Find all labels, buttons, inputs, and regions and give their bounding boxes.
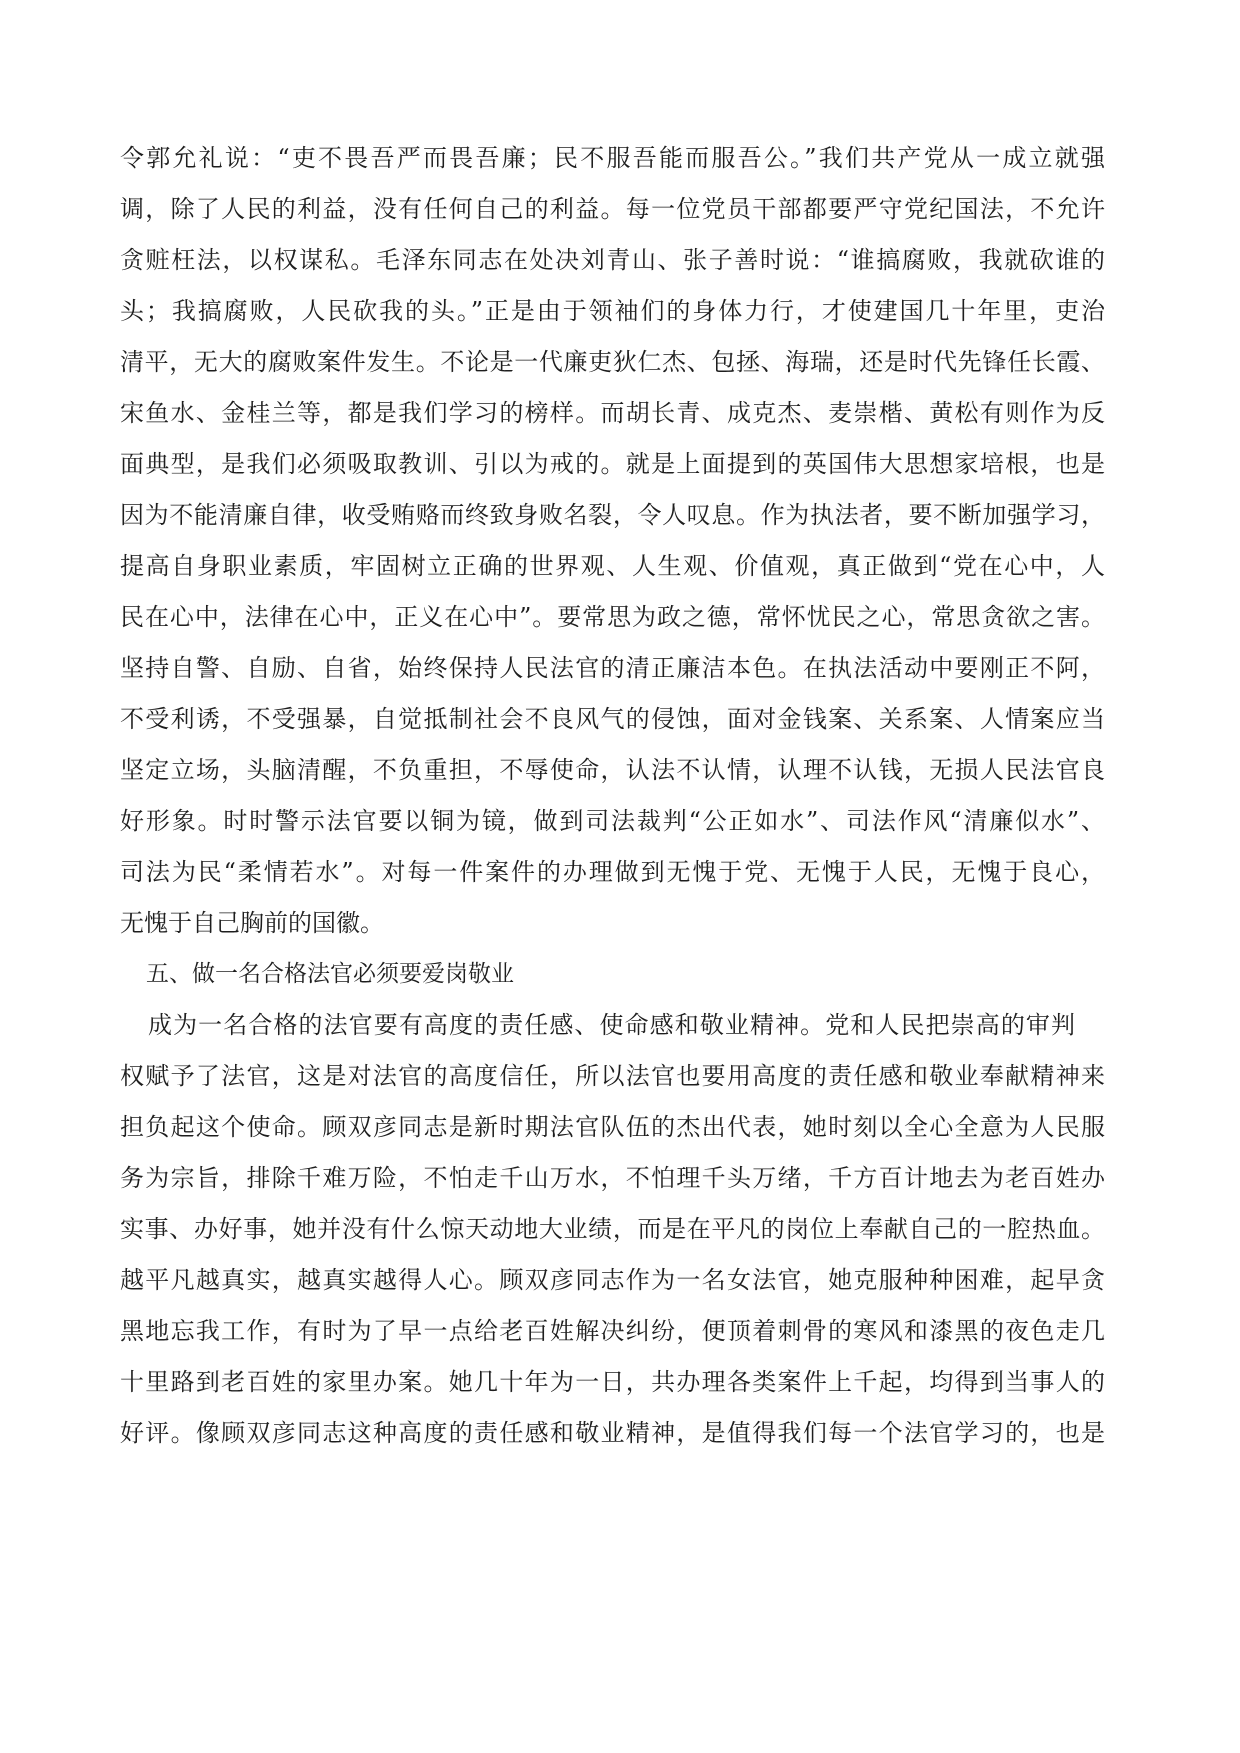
- text-line: 越平凡越真实，越真实越得人心。顾双彦同志作为一名女法官，她克服种种困难，起早贪: [120, 1266, 1105, 1294]
- text-line: 不受利诱，不受强暴，自觉抵制社会不良风气的侵蚀，面对金钱案、关系案、人情案应当: [120, 705, 1105, 733]
- text-line: 头；我搞腐败，人民砍我的头。”正是由于领袖们的身体力行，才使建国几十年里，吏治: [120, 297, 1105, 325]
- text-line: 成为一名合格的法官要有高度的责任感、使命感和敬业精神。党和人民把崇高的审判: [148, 1011, 1075, 1039]
- text-line: 提高自身职业素质，牢固树立正确的世界观、人生观、价值观，真正做到“党在心中，人: [120, 552, 1105, 580]
- paragraph-1: [0, 133, 1240, 949]
- text-line: 宋鱼水、金桂兰等，都是我们学习的榜样。而胡长青、成克杰、麦崇楷、黄松有则作为反: [120, 399, 1105, 427]
- text-line: 务为宗旨，排除千难万险，不怕走千山万水，不怕理千头万绪，千方百计地去为老百姓办: [120, 1164, 1105, 1192]
- text-line: 坚定立场，头脑清醒，不负重担，不辱使命，认法不认情，认理不认钱，无损人民法官良: [120, 756, 1105, 784]
- text-line: 无愧于自己胸前的国徽。: [120, 909, 384, 937]
- section-heading: 五、做一名合格法官必须要爱岗敬业: [146, 961, 514, 987]
- text-line: 权赋予了法官，这是对法官的高度信任，所以法官也要用高度的责任感和敬业奉献精神来: [120, 1062, 1105, 1090]
- text-line: 民在心中，法律在心中，正义在心中”。要常思为政之德，常怀忧民之心，常思贪欲之害。: [120, 603, 1105, 631]
- text-line: 黑地忘我工作，有时为了早一点给老百姓解决纠纷，便顶着刺骨的寒风和漆黑的夜色走几: [120, 1317, 1105, 1345]
- text-line: 司法为民“柔情若水”。对每一件案件的办理做到无愧于党、无愧于人民，无愧于良心，: [120, 858, 1105, 886]
- text-line: 坚持自警、自励、自省，始终保持人民法官的清正廉洁本色。在执法活动中要刚正不阿，: [120, 654, 1105, 682]
- text-line: 清平，无大的腐败案件发生。不论是一代廉吏狄仁杰、包拯、海瑞，还是时代先锋任长霞、: [120, 348, 1105, 376]
- text-line: 好形象。时时警示法官要以铜为镜，做到司法裁判“公正如水”、司法作风“清廉似水”、: [120, 807, 1105, 835]
- text-line: 令郭允礼说：“吏不畏吾严而畏吾廉；民不服吾能而服吾公。”我们共产党从一成立就强: [120, 144, 1105, 172]
- text-line: 好评。像顾双彦同志这种高度的责任感和敬业精神，是值得我们每一个法官学习的，也是: [120, 1419, 1105, 1447]
- text-line: 面典型，是我们必须吸取教训、引以为戒的。就是上面提到的英国伟大思想家培根，也是: [120, 450, 1105, 478]
- paragraph-2: [0, 1000, 1240, 1459]
- text-line: 贪赃枉法，以权谋私。毛泽东同志在处决刘青山、张子善时说：“谁搞腐败，我就砍谁的: [120, 246, 1105, 274]
- text-line: 十里路到老百姓的家里办案。她几十年为一日，共办理各类案件上千起，均得到当事人的: [120, 1368, 1105, 1396]
- text-line: 调，除了人民的利益，没有任何自己的利益。每一位党员干部都要严守党纪国法，不允许: [120, 195, 1105, 223]
- text-line: 担负起这个使命。顾双彦同志是新时期法官队伍的杰出代表，她时刻以全心全意为人民服: [120, 1113, 1105, 1141]
- text-line: 实事、办好事，她并没有什么惊天动地大业绩，而是在平凡的岗位上奉献自己的一腔热血。: [120, 1215, 1105, 1243]
- text-line: 因为不能清廉自律，收受贿赂而终致身败名裂，令人叹息。作为执法者，要不断加强学习，: [120, 501, 1105, 529]
